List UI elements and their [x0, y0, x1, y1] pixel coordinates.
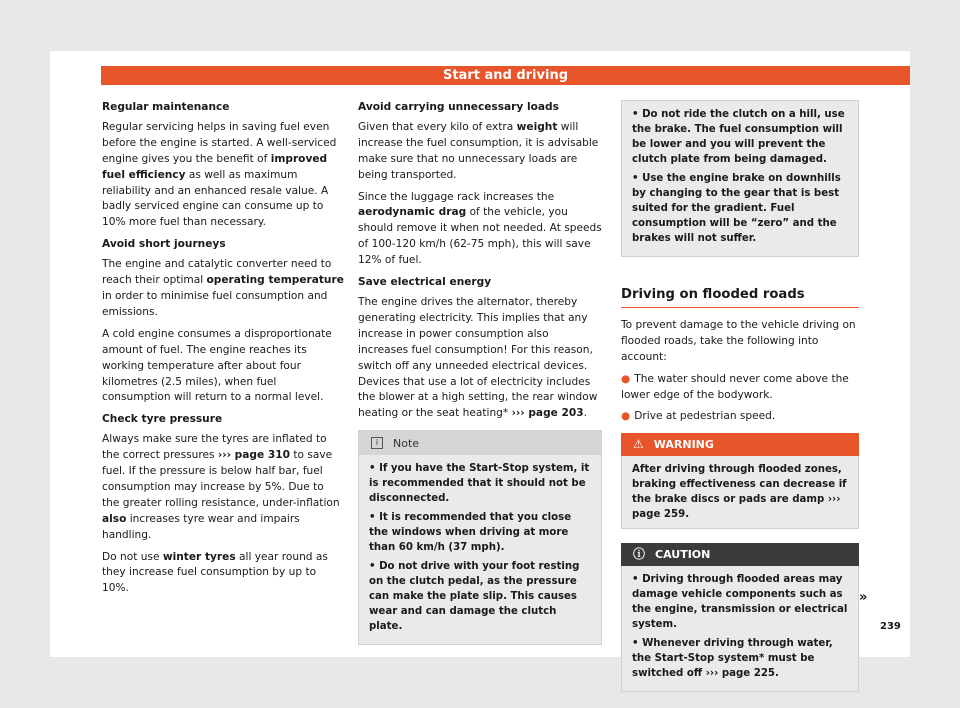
warning-title: WARNING [653, 437, 714, 451]
warning-box [621, 433, 859, 529]
caution-body [621, 566, 859, 692]
list-item: ● The water should never come above the lower edge of the bodywork. [621, 372, 849, 401]
page-link[interactable]: ››› page 203 [511, 407, 584, 420]
bullet-icon: ● [621, 372, 631, 385]
paragraph: Given that every kilo of extra weight will increase the fuel consumption, it is advisable make sure that no unnecessary loads are being transported. [358, 120, 599, 181]
caution-circle-icon: ⓘ [633, 546, 646, 561]
heading-regular-maintenance: Regular maintenance [102, 101, 230, 113]
note-item: • Use the engine brake on downhills by changing to the gear that is best suited for the gradient. Fuel consumption will be “zero” and the brakes will not suffer. [632, 173, 841, 244]
paragraph: Regular servicing helps in saving fuel even before the engine is started. A well-serviced engine gives you the benefit of improved fuel efficiency as well as maximum reliability and an enhanced resale value. A badly serviced engine can consume up to 10% more fuel than necessary. [102, 120, 337, 229]
warning-body: After driving through flooded zones, braking effectiveness can decrease if the brake discs or pads are damp ››› page 259. [621, 456, 859, 529]
warning-triangle-icon: ⚠ [633, 436, 644, 451]
page-number: 239 [880, 621, 901, 632]
paragraph: Always make sure the tyres are inflated to the correct pressures ››› page 310 to save fuel. If the pressure is below half bar, fuel consumption may increase by 5%. Due to the greater rolling resistance, under-inflation also increases tyre wear and impairs handling. [102, 433, 340, 541]
note-body [359, 455, 601, 644]
column-right [621, 100, 859, 692]
list-item: ● Drive at pedestrian speed. [621, 410, 776, 423]
paragraph: The engine and catalytic converter need to reach their optimal operating temperature in order to minimise fuel consumption and emissions. [102, 258, 344, 318]
heading-unnecessary-loads: Avoid carrying unnecessary loads [358, 101, 559, 113]
caution-box [621, 543, 859, 692]
column-left [102, 100, 344, 603]
caution-item: • Driving through flooded areas may damage vehicle components such as the engine, transmission or electrical system. [632, 574, 848, 631]
heading-short-journeys: Avoid short journeys [102, 238, 226, 251]
column-middle [358, 100, 602, 645]
info-icon: i [371, 437, 383, 449]
heading-tyre-pressure: Check tyre pressure [102, 413, 223, 426]
section-title-flooded-roads: Driving on flooded roads [621, 287, 859, 308]
caution-header [621, 543, 859, 566]
paragraph: Since the luggage rack increases the aerodynamic drag of the vehicle, you should remove it when not needed. At speeds of 100-120 km/h (62-75 mph), this will save 12% of fuel. [358, 190, 602, 267]
page-link[interactable]: ››› page 225 [705, 668, 776, 680]
note-item: • Do not drive with your foot resting on the clutch pedal, as the pressure can make the plate slip. This causes wear and can damage the clutch plate. [369, 561, 580, 633]
note-item: • Do not ride the clutch on a hill, use the brake. The fuel consumption will be lower and you will prevent the clutch plate from being damaged. [632, 109, 845, 165]
note-item: • If you have the Start-Stop system, it is recommended that it should not be disconnected. [369, 463, 590, 505]
warning-header [621, 433, 859, 456]
note-box [358, 430, 602, 645]
paragraph: A cold engine consumes a disproportionate amount of fuel. The engine reaches its working temperature after about four kilometres (2.5 miles), when fuel consumption will return to a normal level. [102, 327, 332, 404]
note-title: Note [393, 436, 420, 450]
page-link[interactable]: ››› page 310 [217, 449, 290, 462]
note-continuation-box [621, 100, 859, 257]
continue-mark: » [859, 590, 868, 605]
bullet-icon: ● [621, 410, 631, 423]
heading-electrical-energy: Save electrical energy [358, 276, 492, 289]
caution-title: CAUTION [655, 547, 711, 561]
chapter-header: Start and driving [101, 66, 910, 85]
paragraph: Do not use winter tyres all year round as they increase fuel consumption by up to 10%. [102, 550, 328, 595]
manual-page [50, 51, 910, 680]
note-item: • It is recommended that you close the windows when driving at more than 60 km/h (37 mph). [369, 512, 572, 554]
caution-item: • Whenever driving through water, the Start-Stop system* must be switched off ››› page 225. [632, 638, 833, 680]
paragraph: To prevent damage to the vehicle driving on flooded roads, take the following into account: [621, 318, 856, 363]
note-header [359, 431, 601, 455]
paragraph: The engine drives the alternator, thereby generating electricity. This implies that any increase in power consumption also increases fuel consumption! For this reason, switch off any unneeded electrical devices. Devices that use a lot of electricity includes the blower at a high setting, the rear window heating or the seat heating* ››› page 203. [358, 295, 598, 420]
page-link[interactable]: ››› page 259 [632, 494, 841, 521]
